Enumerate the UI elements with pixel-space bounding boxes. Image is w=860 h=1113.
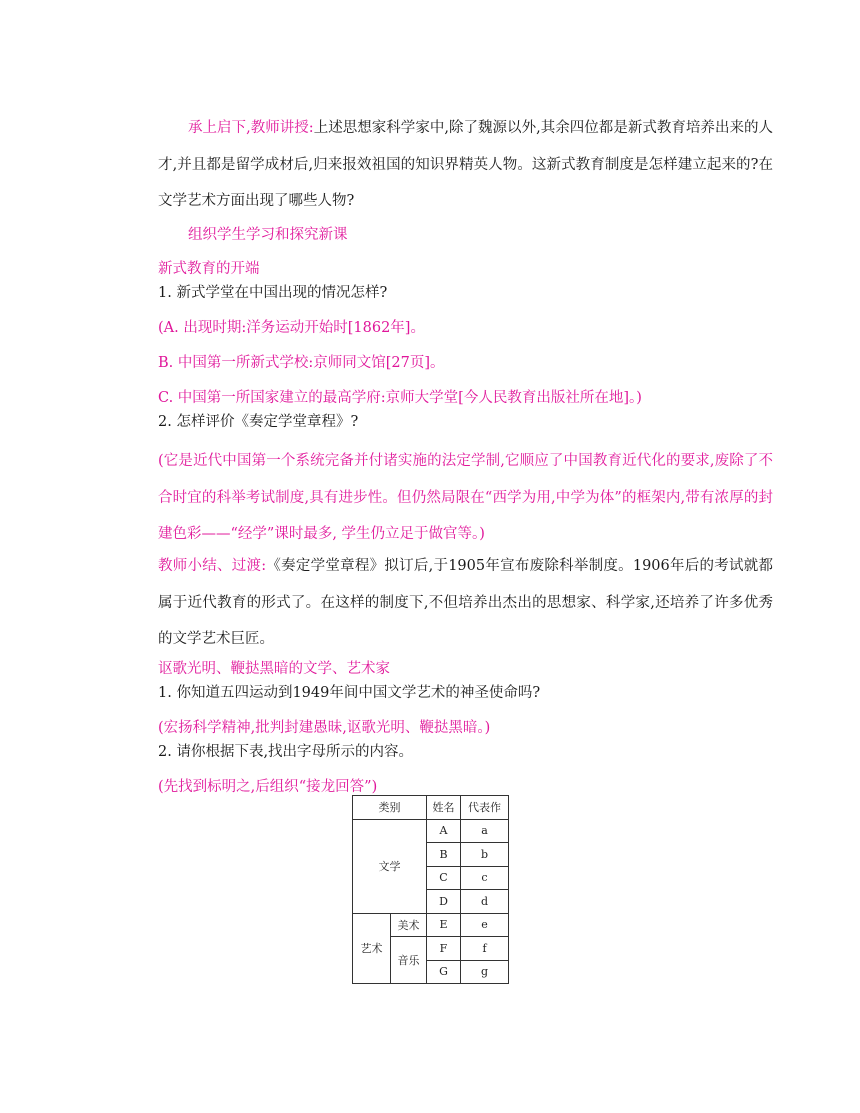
name-cell: D [427,890,461,914]
section2-answer2: (先找到标明之,后组织“接龙回答”) [158,779,378,795]
header-work: 代表作 [461,796,509,820]
work-cell: g [461,960,509,984]
intro-lead: 承上启下,教师讲授: [188,120,314,136]
section2-title: 讴歌光明、鞭挞黑暗的文学、艺术家 [158,661,390,677]
subcategory-music: 音乐 [391,937,427,984]
category-literature: 文学 [353,819,427,913]
work-cell: b [461,843,509,867]
header-category: 类别 [353,796,427,820]
name-cell: C [427,866,461,890]
section1-question2: 2. 怎样评价《奏定学堂章程》? [158,414,359,430]
intro-paragraph [158,110,773,220]
name-cell: E [427,913,461,937]
section1-answer-c: C. 中国第一所国家建立的最高学府:京师大学堂[今人民教育出版社所在地]。) [158,390,642,406]
section1-title: 新式教育的开端 [158,261,260,277]
table-row [353,913,509,937]
artists-table [352,795,509,984]
work-cell: f [461,937,509,961]
summary-paragraph [158,548,773,658]
section1-answer-b: B. 中国第一所新式学校:京师同文馆[27页]。 [158,355,445,371]
work-cell: e [461,913,509,937]
section2-question1: 1. 你知道五四运动到1949年间中国文学艺术的神圣使命吗? [158,685,541,701]
table-row [353,819,509,843]
organize-heading: 组织学生学习和探究新课 [188,227,348,243]
subcategory-fine-art: 美术 [391,913,427,937]
intro-text: 上述思想家科学家中,除了魏源以外,其余四位都是新式教育培养出来的人才,并且都是留学成材后,归来报效祖国的知识界精英人物。这新式教育制度是怎样建立起来的?在文学艺术方面出现了哪些人物? [158,120,774,209]
summary-text: 《奏定学堂章程》拟订后,于1905年宣布废除科举制度。1906年后的考试就都属于近代教育的形式了。在这样的制度下,不但培养出杰出的思想家、科学家,还培养了许多优秀的文学艺术巨匠。 [158,558,773,647]
work-cell: c [461,866,509,890]
name-cell: G [427,960,461,984]
name-cell: F [427,937,461,961]
table-header-row [353,796,509,820]
section1-question1: 1. 新式学堂在中国出现的情况怎样? [158,285,388,301]
section1-answer-a: (A. 出现时期:洋务运动开始时[1862年]。 [158,320,425,336]
name-cell: B [427,843,461,867]
category-art: 艺术 [353,913,391,984]
summary-lead: 教师小结、过渡: [158,558,267,574]
section1-answer2: (它是近代中国第一个系统完备并付诸实施的法定学制,它顺应了中国教育近代化的要求,废除了不合时宜的科举考试制度,具有进步性。但仍然局限在“西学为用,中学为体”的框架内,带有浓厚的封建色彩——“经学”课时最多, 学生仍立足于做官等。) [158,453,773,542]
work-cell: d [461,890,509,914]
section2-question2: 2. 请你根据下表,找出字母所示的内容。 [158,744,414,760]
section2-answer1: (宏扬科学精神,批判封建愚昧,讴歌光明、鞭挞黑暗。) [158,720,491,736]
header-name: 姓名 [427,796,461,820]
work-cell: a [461,819,509,843]
name-cell: A [427,819,461,843]
